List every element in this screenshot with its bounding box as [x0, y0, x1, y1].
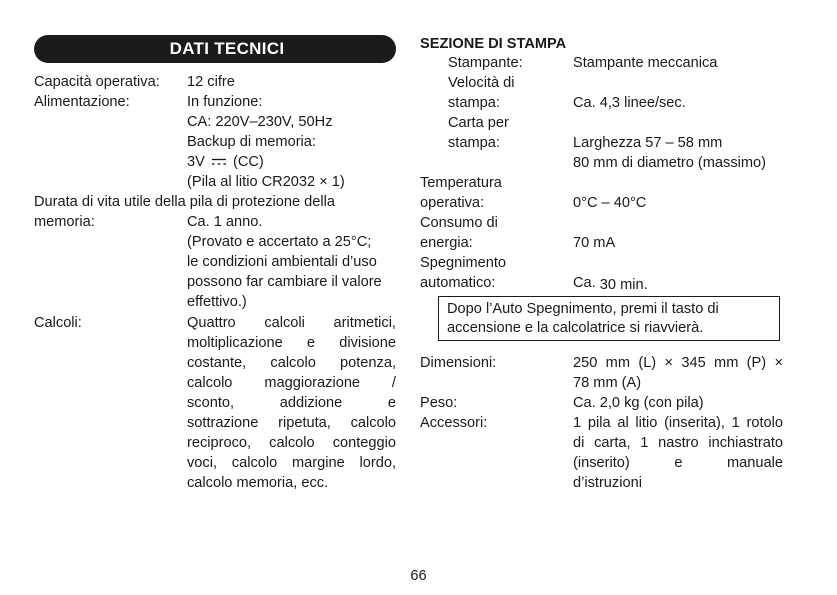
carta-label: Carta per — [448, 115, 509, 131]
stampante-label: Stampante: — [448, 55, 523, 71]
calcoli-line: Quattro calcoli aritmetici, — [187, 315, 396, 331]
velocita-label: stampa: — [448, 95, 500, 111]
alimentazione-line: In funzione: — [187, 94, 263, 110]
alimentazione-line: Backup di memoria: — [187, 134, 316, 150]
dimensioni-label: Dimensioni: — [420, 355, 497, 371]
consumo-label: energia: — [420, 235, 473, 251]
velocita-value: Ca. 4,3 linee/sec. — [573, 95, 686, 111]
calcoli-line: moltiplicazione e divisione — [187, 335, 396, 351]
dc-symbol-icon — [211, 157, 227, 167]
accessori-line: di carta, 1 nastro inchiastrato — [573, 435, 783, 451]
accessori-line: 1 pila al litio (inserita), 1 rotolo — [573, 415, 783, 431]
capacita-label: Capacità operativa: — [34, 74, 160, 90]
voltage-value: 3V — [187, 154, 205, 170]
calcoli-line: voci, calcolo margine lordo, — [187, 455, 396, 471]
consumo-label: Consumo di — [420, 215, 498, 231]
spegnimento-value-wrap — [573, 273, 648, 293]
print-section-heading: SEZIONE DI STAMPA — [420, 36, 567, 52]
peso-label: Peso: — [420, 395, 458, 411]
temperatura-label: operativa: — [420, 195, 485, 211]
auto-off-note-box — [438, 296, 780, 341]
accessori-line: d’istruzioni — [573, 475, 642, 491]
spegnimento-value: 30 min. — [599, 277, 648, 293]
consumo-value: 70 mA — [573, 235, 616, 251]
accessori-label: Accessori: — [420, 415, 488, 431]
dimensioni-line: 78 mm (A) — [573, 375, 642, 391]
page-number: 66 — [410, 568, 427, 584]
memoria-line: effettivo.) — [187, 294, 247, 310]
calcoli-line: reciproco, calcolo conteggio — [187, 435, 396, 451]
capacita-value: 12 cifre — [187, 74, 235, 90]
temperatura-value: 0°C – 40°C — [573, 195, 647, 211]
carta-label: stampa: — [448, 135, 500, 151]
alimentazione-line: CA: 220V–230V, 50Hz — [187, 114, 333, 130]
peso-value: Ca. 2,0 kg (con pila) — [573, 395, 704, 411]
section-title: DATI TECNICI — [169, 39, 285, 58]
carta-value: 80 mm di diametro (massimo) — [573, 155, 767, 171]
calcoli-line: sconto, addizione e — [187, 395, 396, 411]
note-line: Dopo l’Auto Spegnimento, premi il tasto di — [447, 301, 719, 317]
carta-value: Larghezza 57 – 58 mm — [573, 135, 723, 151]
stampante-value: Stampante meccanica — [573, 55, 718, 71]
alimentazione-voltage — [187, 152, 264, 172]
accessori-line: (inserito) e manuale — [573, 455, 783, 471]
calcoli-line: calcolo memoria, ecc. — [187, 475, 329, 491]
dc-label: (CC) — [232, 154, 264, 170]
note-line: accensione e la calcolatrice si riavvierà. — [447, 320, 704, 336]
calcoli-line: costante, calcolo potenza, — [187, 355, 396, 371]
spegnimento-label: Spegnimento — [420, 255, 507, 271]
calcoli-label: Calcoli: — [34, 315, 82, 331]
dimensioni-line: 250 mm (L) × 345 mm (P) × — [573, 355, 783, 371]
temperatura-label: Temperatura — [420, 175, 502, 191]
memoria-line: (Provato e accertato a 25°C; — [187, 234, 372, 250]
alimentazione-line: (Pila al litio CR2032 × 1) — [187, 174, 345, 190]
section-title-pill — [34, 35, 396, 63]
memoria-line: Ca. 1 anno. — [187, 214, 263, 230]
spegnimento-prefix: Ca. — [573, 275, 596, 291]
spegnimento-label: automatico: — [420, 275, 496, 291]
memoria-label: memoria: — [34, 214, 95, 230]
calcoli-line: calcolo maggiorazione / — [187, 375, 396, 391]
alimentazione-label: Alimentazione: — [34, 94, 130, 110]
calcoli-line: sottrazione ripetuta, calcolo — [187, 415, 396, 431]
durata-line: Durata di vita utile della pila di protezione della — [34, 194, 335, 210]
memoria-line: possono far cambiare il valore — [187, 274, 382, 290]
velocita-label: Velocità di — [448, 75, 515, 91]
memoria-line: le condizioni ambientali d’uso — [187, 254, 377, 270]
